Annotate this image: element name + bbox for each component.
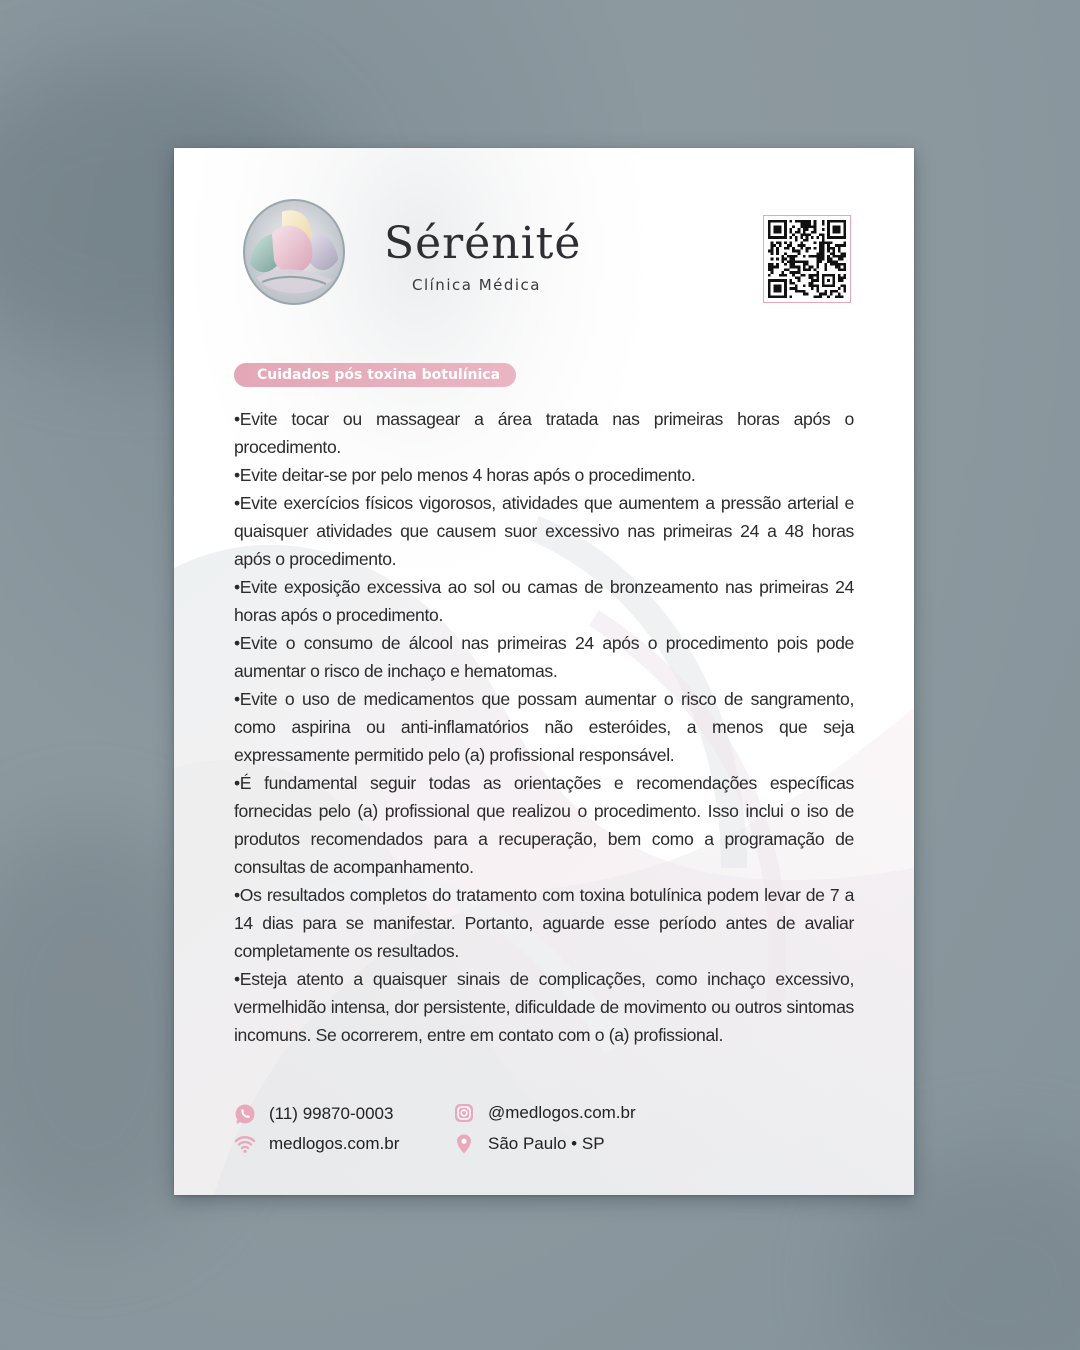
section-title-badge: Cuidados pós toxina botulínica [234,363,516,387]
instagram-icon [453,1102,475,1124]
map-pin-icon [453,1133,475,1155]
website-link: medlogos.com.br [269,1134,400,1153]
qr-code[interactable] [763,215,851,303]
brand-name: Sérénité [384,218,582,269]
wifi-icon [234,1133,256,1155]
contact-website[interactable] [234,1133,399,1155]
list-item: •Evite exercícios físicos vigorosos, atividades que aumentem a pressão arterial e quaisquer atividades que causem suor excessivo nas primeiras 24 a 48 horas após o procedimento. [234,493,854,569]
contact-phone[interactable] [234,1103,393,1125]
phone-number: (11) 99870-0003 [269,1104,394,1123]
brand-subtitle: Clínica Médica [412,276,541,294]
list-item: •Evite exposição excessiva ao sol ou camas de bronzeamento nas primeiras 24 horas após o procedimento. [234,577,854,625]
list-item: •Os resultados completos do tratamento com toxina botulínica podem levar de 7 a 14 dias para se manifestar. Portanto, aguarde esse período antes de avaliar completamente os resultados. [234,885,854,961]
list-item: •Esteja atento a quaisquer sinais de complicações, como inchaço excessivo, vermelhidão intensa, dor persistente, dificuldade de movimento ou outros sintomas incomuns. Se ocorrerem, entre em contato com o (a) profissional. [234,969,854,1045]
instagram-handle: @medlogos.com.br [488,1103,636,1122]
list-item: •É fundamental seguir todas as orientações e recomendações específicas fornecidas pelo (a) profissional que realizou o procedimento. Isso inclui o iso de produtos recomendados para a recuperação, bem como a programação de consultas de acompanhamento. [234,773,854,877]
contact-instagram[interactable] [453,1102,636,1124]
list-item: •Evite tocar ou massagear a área tratada nas primeiras horas após o procedimento. [234,409,854,457]
list-item: •Evite o uso de medicamentos que possam aumentar o risco de sangramento, como aspirina ou anti-inflamatórios não esteróides, a menos que seja expressamente permitido pelo (a) profissional responsável. [234,689,854,765]
list-item: •Evite deitar-se por pelo menos 4 horas após o procedimento. [234,465,696,485]
lotus-logo-icon [242,194,346,306]
contact-location [453,1133,605,1155]
care-instructions-sheet [174,148,914,1195]
care-instructions-list [234,405,854,1049]
whatsapp-icon [234,1103,256,1125]
list-item: •Evite o consumo de álcool nas primeiras 24 após o procedimento pois pode aumentar o risco de inchaço e hematomas. [234,633,854,681]
location-text: São Paulo • SP [488,1134,605,1153]
